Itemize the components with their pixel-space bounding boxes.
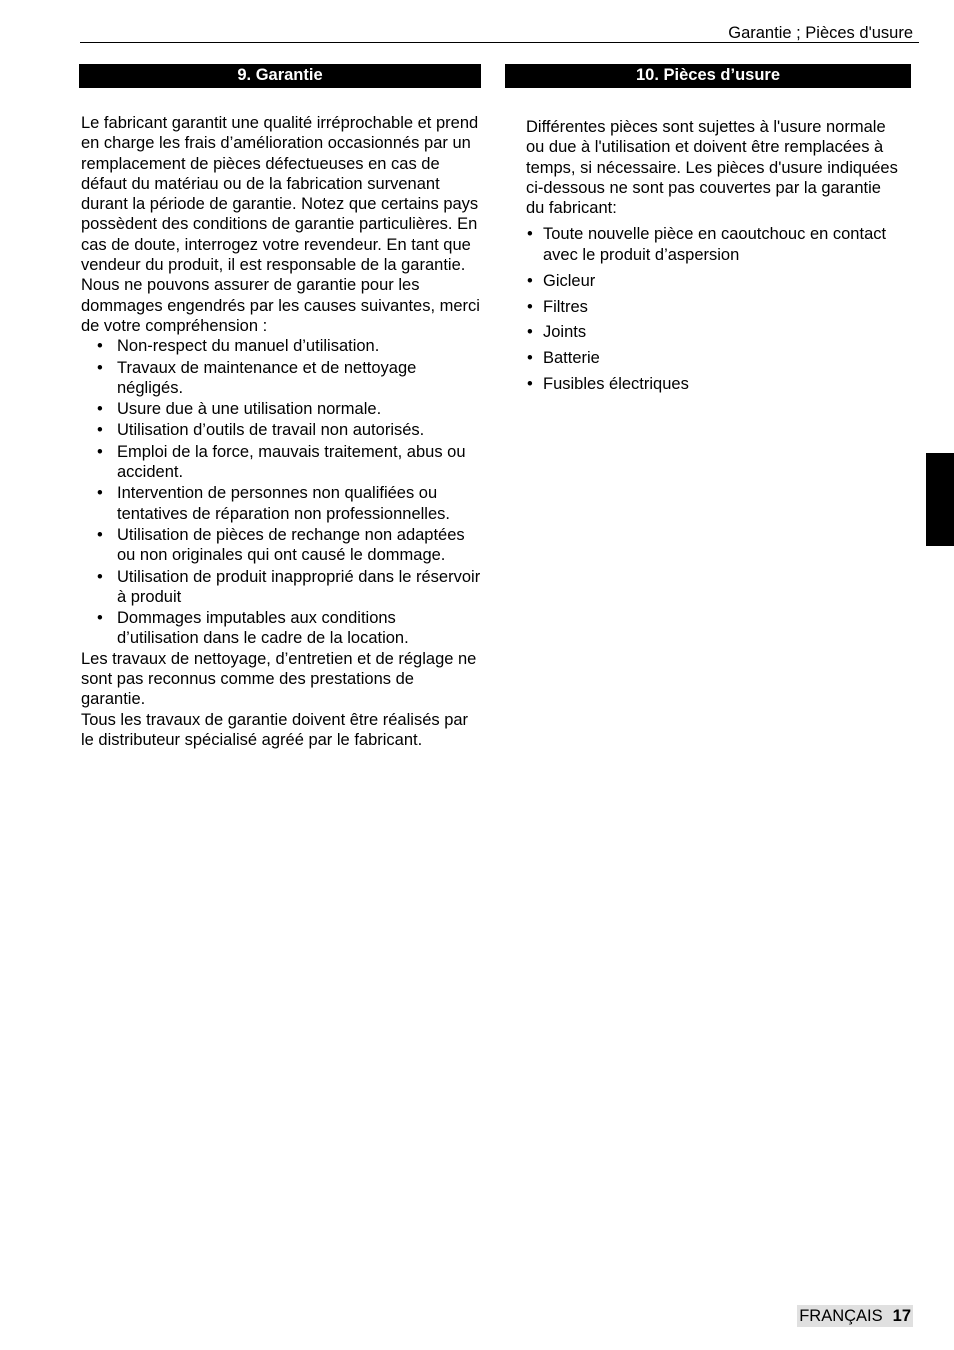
list-item: • Intervention de personnes non qualifiées ou tentatives de réparation non professionnelles.: [81, 483, 481, 524]
list-item: • Utilisation d’outils de travail non autorisés.: [81, 420, 481, 440]
list-item: • Travaux de maintenance et de nettoyage négligés.: [81, 358, 481, 399]
warranty-body: [79, 113, 481, 750]
list-item: • Emploi de la force, mauvais traitement, abus ou accident.: [81, 442, 481, 483]
page-footer: [797, 1305, 913, 1327]
list-item: • Dommages imputables aux conditions d’utilisation dans le cadre de la location.: [81, 608, 481, 649]
footer-language: FRANÇAIS: [799, 1307, 883, 1325]
warranty-note-1: Les travaux de nettoyage, d’entretien et de réglage ne sont pas reconnus comme des prestations de garantie.: [81, 649, 477, 709]
warranty-exclusions-intro: Nous ne pouvons assurer de garantie pour les dommages engendrés par les causes suivantes, merci de votre compréhension :: [81, 276, 480, 335]
list-item: • Utilisation de pièces de rechange non adaptées ou non originales qui ont causé le dommage.: [81, 525, 481, 566]
list-item: • Batterie: [526, 348, 901, 368]
header-rule: [80, 42, 919, 43]
wear-parts-list: [526, 224, 901, 394]
list-item: • Joints: [526, 322, 901, 342]
list-item: • Non-respect du manuel d’utilisation.: [81, 336, 481, 356]
warranty-note-2: Tous les travaux de garantie doivent être réalisés par le distributeur spécialisé agréé par le fabricant.: [81, 710, 469, 749]
list-item: • Gicleur: [526, 271, 901, 291]
list-item: • Utilisation de produit inapproprié dans le réservoir à produit: [81, 567, 481, 608]
page-number: 17: [892, 1307, 911, 1325]
warranty-section: [79, 64, 481, 750]
list-item: • Usure due à une utilisation normale.: [81, 399, 481, 419]
warranty-intro: Le fabricant garantit une qualité irréprochable et prend en charge les frais d’amélioration occasionnés par un remplacement de pièces défectueuses en cas de défaut du matériau ou de la fabrication survenant durant la période de garantie. Notez que certains pays possèdent des conditions de garantie particulières. En cas de doute, interrogez votre revendeur. En tant que vendeur du produit, il est responsable de la garantie.: [81, 114, 479, 275]
wear-parts-heading: 10. Pièces d’usure: [505, 64, 911, 88]
list-item: • Toute nouvelle pièce en caoutchouc en contact avec le produit d’aspersion: [526, 224, 901, 265]
warranty-exclusions-list: [81, 336, 481, 648]
running-header: Garantie ; Pièces d'usure: [728, 24, 913, 42]
list-item: • Fusibles électriques: [526, 374, 901, 394]
wear-parts-section: [505, 64, 911, 395]
warranty-heading: 9. Garantie: [79, 64, 481, 88]
wear-parts-intro: Différentes pièces sont sujettes à l'usure normale ou due à l'utilisation et doivent être remplacées à temps, si nécessaire. Les pièces d'usure indiquées ci-dessous ne sont pas couvertes par la garantie du fabricant:: [526, 118, 898, 218]
wear-parts-body: [505, 117, 911, 395]
list-item: • Filtres: [526, 297, 901, 317]
chapter-tab-marker: [926, 453, 954, 546]
